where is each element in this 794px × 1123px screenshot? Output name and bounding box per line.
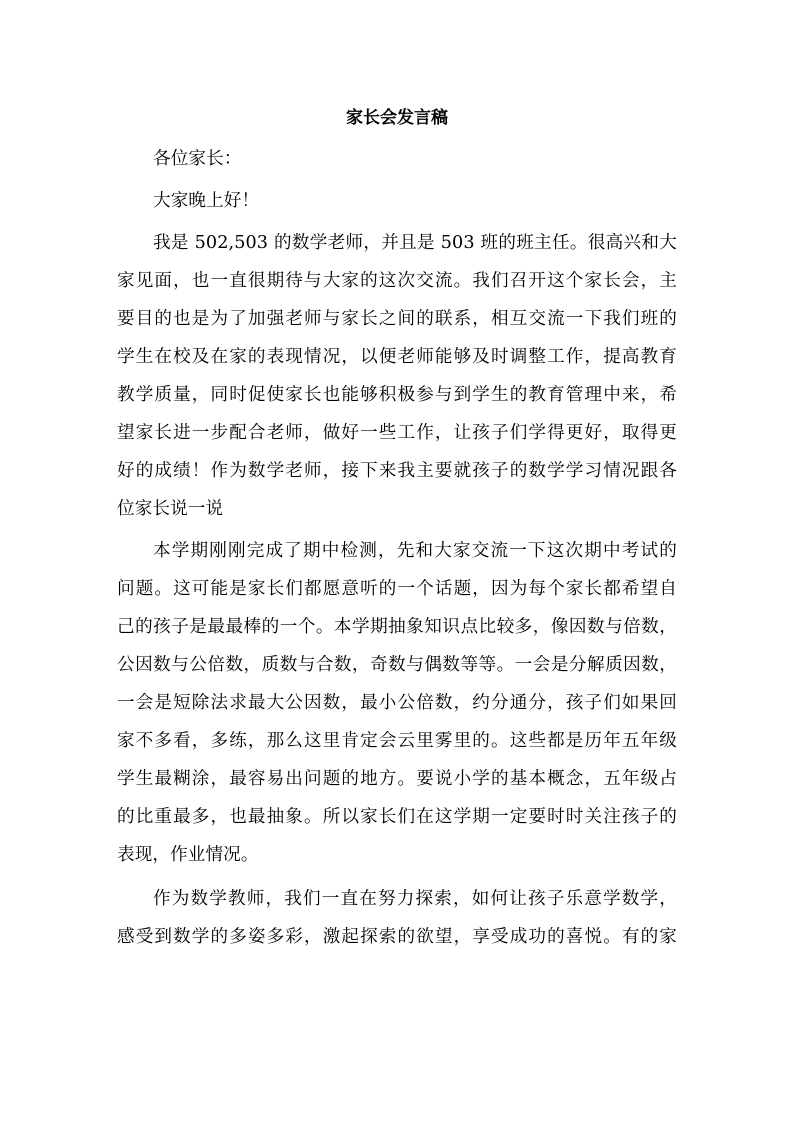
paragraph2-line: 表现，作业情况。 xyxy=(117,845,259,865)
paragraph1-line: 家见面，也一直很期待与大家的这次交流。我们召开这个家长会，主 xyxy=(117,271,677,291)
paragraph2-line: 问题。这可能是家长们都愿意听的一个话题，因为每个家长都希望自 xyxy=(117,579,677,599)
paragraph2-line: 本学期刚刚完成了期中检测，先和大家交流一下这次期中考试的 xyxy=(153,541,677,561)
paragraph1-line: 位家长说一说 xyxy=(117,499,224,519)
paragraph1-line: 好的成绩！作为数学老师，接下来我主要就孩子的数学学习情况跟各 xyxy=(117,461,677,481)
paragraph2-line: 的比重最多，也最抽象。所以家长们在这学期一定要时时关注孩子的 xyxy=(117,807,677,827)
paragraph3-line: 感受到数学的多姿多彩，激起探索的欲望，享受成功的喜悦。有的家 xyxy=(117,927,677,947)
paragraph1-line: 望家长进一步配合老师，做好一些工作，让孩子们学得更好，取得更 xyxy=(117,423,677,443)
paragraph3-line: 作为数学教师，我们一直在努力探索，如何让孩子乐意学数学， xyxy=(153,889,677,909)
paragraph2-line: 学生最糊涂，最容易出问题的地方。要说小学的基本概念，五年级占 xyxy=(117,769,677,789)
paragraph2-line: 一会是短除法求最大公因数，最小公倍数，约分通分，孩子们如果回 xyxy=(117,693,677,713)
paragraph1-line: 要目的也是为了加强老师与家长之间的联系，相互交流一下我们班的 xyxy=(117,309,677,329)
paragraph1-line: 教学质量，同时促使家长也能够积极参与到学生的教育管理中来，希 xyxy=(117,385,677,405)
paragraph1-line: 学生在校及在家的表现情况，以便老师能够及时调整工作，提高教育 xyxy=(117,347,677,367)
paragraph2-line: 家不多看，多练，那么这里肯定会云里雾里的。这些都是历年五年级 xyxy=(117,731,677,751)
salutation: 各位家长： xyxy=(153,149,242,169)
paragraph2-line: 公因数与公倍数，质数与合数，奇数与偶数等等。一会是分解质因数， xyxy=(117,655,677,675)
paragraph2-line: 己的孩子是最最棒的一个。本学期抽象知识点比较多，像因数与倍数， xyxy=(117,617,677,637)
paragraph1-line: 我是 502,503 的数学老师，并且是 503 班的班主任。很高兴和大 xyxy=(153,233,677,253)
document-title: 家长会发言稿 xyxy=(346,108,448,128)
greeting: 大家晚上好！ xyxy=(153,191,260,211)
